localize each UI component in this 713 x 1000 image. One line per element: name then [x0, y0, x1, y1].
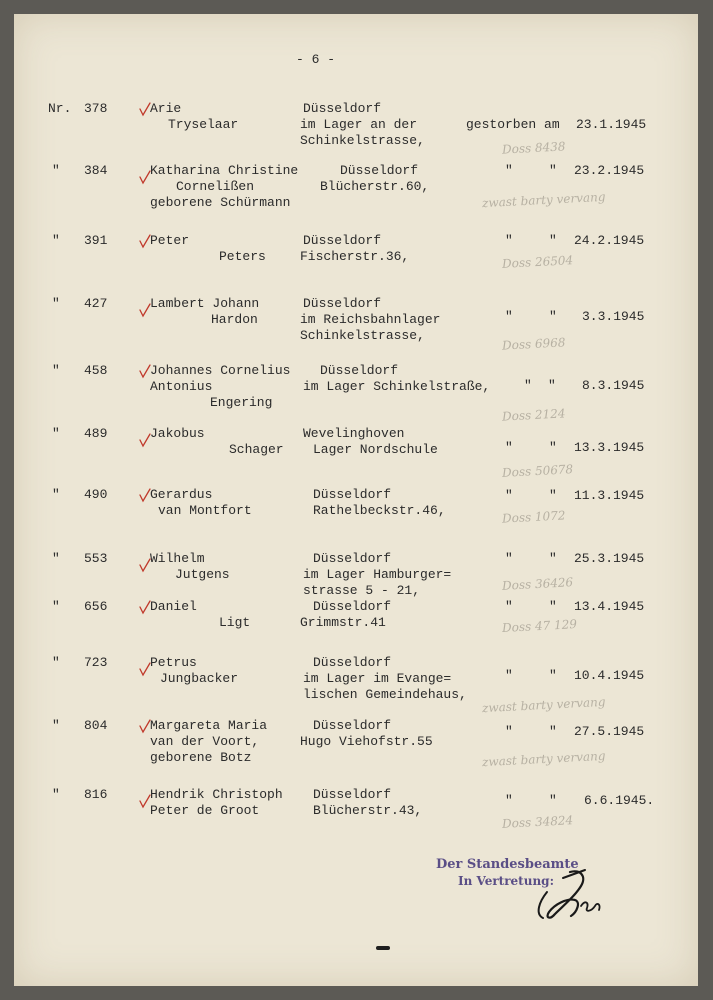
ditto-mark: " [549, 488, 557, 503]
entry-death-date: 8.3.1945 [582, 378, 645, 393]
entry-first-name: Margareta Maria [150, 718, 268, 733]
entry-address: Lager Nordschule [313, 442, 438, 457]
ditto-mark: " [549, 793, 557, 808]
entry-nr-prefix: " [52, 426, 60, 441]
entry-nr-prefix: " [52, 363, 60, 378]
pencil-annotation: zwast barty vervang [481, 748, 606, 770]
entry-place: Düsseldorf [320, 363, 399, 378]
entry-place: Düsseldorf [340, 163, 419, 178]
entry-death-date: 23.1.1945 [576, 117, 647, 132]
entry-number: 816 [84, 787, 108, 802]
entry-place: Wevelinghoven [303, 426, 405, 441]
registrar-stamp-deputy: In Vertretung: [458, 874, 554, 888]
entry-place: Düsseldorf [303, 233, 382, 248]
entry-place: Düsseldorf [303, 296, 382, 311]
entry-nr-prefix: " [52, 233, 60, 248]
entry-place: Düsseldorf [303, 101, 382, 116]
ditto-mark: " [505, 724, 513, 739]
ditto-mark: " [549, 163, 557, 178]
entry-surname: Ligt [219, 615, 251, 630]
pencil-annotation: Doss 47 129 [501, 617, 578, 635]
entry-place: Düsseldorf [313, 718, 392, 733]
entry-surname: Antonius [150, 379, 213, 394]
entry-first-name: Daniel [150, 599, 197, 614]
entry-address: im Reichsbahnlager [300, 312, 441, 327]
entry-nr-prefix: Nr. [48, 101, 72, 116]
entry-first-name: Petrus [150, 655, 197, 670]
entry-address-cont: Schinkelstrasse, [300, 133, 425, 148]
entry-address: im Lager Schinkelstraße, [303, 379, 491, 394]
entry-surname: Hardon [211, 312, 258, 327]
pencil-annotation: Doss 6968 [501, 335, 566, 353]
ditto-mark: " [549, 551, 557, 566]
entry-first-name: Wilhelm [150, 551, 205, 566]
ditto-mark: " [505, 309, 513, 324]
registrar-stamp-title: Der Standesbeamte [436, 857, 579, 872]
entry-first-name: Katharina Christine [150, 163, 299, 178]
entry-number: 804 [84, 718, 108, 733]
entry-first-name: Hendrik Christoph [150, 787, 283, 802]
entry-address: im Lager im Evange= [303, 671, 452, 686]
entry-surname: Tryselaar [168, 117, 239, 132]
pencil-annotation: Doss 2124 [501, 406, 566, 424]
entry-surname: van der Voort, [150, 734, 260, 749]
ditto-mark: " [549, 233, 557, 248]
entry-place: Düsseldorf [313, 599, 392, 614]
entry-first-name: Jakobus [150, 426, 205, 441]
entry-death-date: 13.4.1945 [574, 599, 645, 614]
entry-death-date: 10.4.1945 [574, 668, 645, 683]
pencil-annotation: Doss 50678 [501, 462, 574, 480]
entry-address-cont: lischen Gemeindehaus, [303, 687, 467, 702]
binding-punch-mark [376, 946, 390, 950]
entry-death-date: 23.2.1945 [574, 163, 645, 178]
entry-death-date: 27.5.1945 [574, 724, 645, 739]
entry-number: 427 [84, 296, 108, 311]
entry-surname: Peter de Groot [150, 803, 260, 818]
entry-nr-prefix: " [52, 296, 60, 311]
entry-nr-prefix: " [52, 787, 60, 802]
ditto-mark: " [505, 440, 513, 455]
entry-surname: Schager [229, 442, 284, 457]
entry-first-name: Peter [150, 233, 190, 248]
ditto-mark: " [549, 724, 557, 739]
ditto-mark: " [548, 378, 556, 393]
entry-nr-prefix: " [52, 718, 60, 733]
entry-number: 458 [84, 363, 108, 378]
ditto-mark: " [505, 551, 513, 566]
entry-address: Hugo Viehofstr.55 [300, 734, 433, 749]
ditto-mark: " [524, 378, 532, 393]
entry-place: Düsseldorf [313, 655, 392, 670]
entry-number: 723 [84, 655, 108, 670]
entry-nr-prefix: " [52, 655, 60, 670]
entry-nr-prefix: " [52, 163, 60, 178]
entry-name-extra: geborene Schürmann [150, 195, 291, 210]
entry-number: 490 [84, 487, 108, 502]
entry-first-name: Johannes Cornelius [150, 363, 291, 378]
ditto-mark: " [505, 793, 513, 808]
entry-address: im Lager Hamburger= [303, 567, 452, 582]
ditto-mark: " [505, 488, 513, 503]
entry-death-date: 3.3.1945 [582, 309, 645, 324]
ditto-mark: " [505, 163, 513, 178]
entry-surname: Cornelißen [176, 179, 255, 194]
entry-death-date: 11.3.1945 [574, 488, 645, 503]
pencil-annotation: zwast barty vervang [481, 694, 606, 716]
entry-address: Rathelbeckstr.46, [313, 503, 446, 518]
entry-place: Düsseldorf [313, 487, 392, 502]
entry-place: Düsseldorf [313, 551, 392, 566]
entry-first-name: Lambert Johann [150, 296, 260, 311]
entry-surname: Peters [219, 249, 266, 264]
pencil-annotation: Doss 1072 [501, 508, 566, 526]
pencil-annotation: Doss 8438 [501, 139, 566, 157]
entry-address: Blücherstr.43, [313, 803, 423, 818]
entry-first-name: Arie [150, 101, 182, 116]
entry-death-date: 24.2.1945 [574, 233, 645, 248]
entry-first-name: Gerardus [150, 487, 213, 502]
entry-nr-prefix: " [52, 599, 60, 614]
ditto-mark: " [505, 599, 513, 614]
entry-number: 553 [84, 551, 108, 566]
pencil-annotation: Doss 26504 [501, 253, 574, 271]
entry-number: 378 [84, 101, 108, 116]
entry-death-date: 25.3.1945 [574, 551, 645, 566]
ditto-mark: " [505, 233, 513, 248]
entry-number: 391 [84, 233, 108, 248]
entry-address: Fischerstr.36, [300, 249, 410, 264]
ditto-mark: " [505, 668, 513, 683]
entry-nr-prefix: " [52, 487, 60, 502]
ditto-mark: " [549, 599, 557, 614]
ditto-mark: " [549, 440, 557, 455]
registrar-signature [525, 866, 620, 928]
pencil-annotation: Doss 34824 [501, 813, 574, 831]
entry-death-date: 13.3.1945 [574, 440, 645, 455]
page-number: - 6 - [296, 52, 336, 67]
entry-address-cont: strasse 5 - 21, [303, 583, 421, 598]
entry-status-text: gestorben am [466, 117, 560, 132]
entry-death-date: 6.6.1945. [584, 793, 655, 808]
entry-name-extra: Engering [210, 395, 273, 410]
entry-name-extra: geborene Botz [150, 750, 252, 765]
entry-nr-prefix: " [52, 551, 60, 566]
entry-number: 384 [84, 163, 108, 178]
entry-place: Düsseldorf [313, 787, 392, 802]
pencil-annotation: zwast barty vervang [481, 189, 606, 211]
pencil-annotation: Doss 36426 [501, 575, 574, 593]
entry-address: Grimmstr.41 [300, 615, 386, 630]
entry-address: im Lager an der [300, 117, 418, 132]
entry-number: 489 [84, 426, 108, 441]
entry-address: Blücherstr.60, [320, 179, 430, 194]
entry-surname: Jungbacker [160, 671, 239, 686]
ditto-mark: " [549, 668, 557, 683]
entry-number: 656 [84, 599, 108, 614]
ditto-mark: " [549, 309, 557, 324]
entry-address-cont: Schinkelstrasse, [300, 328, 425, 343]
entry-surname: van Montfort [158, 503, 252, 518]
entry-surname: Jutgens [175, 567, 230, 582]
